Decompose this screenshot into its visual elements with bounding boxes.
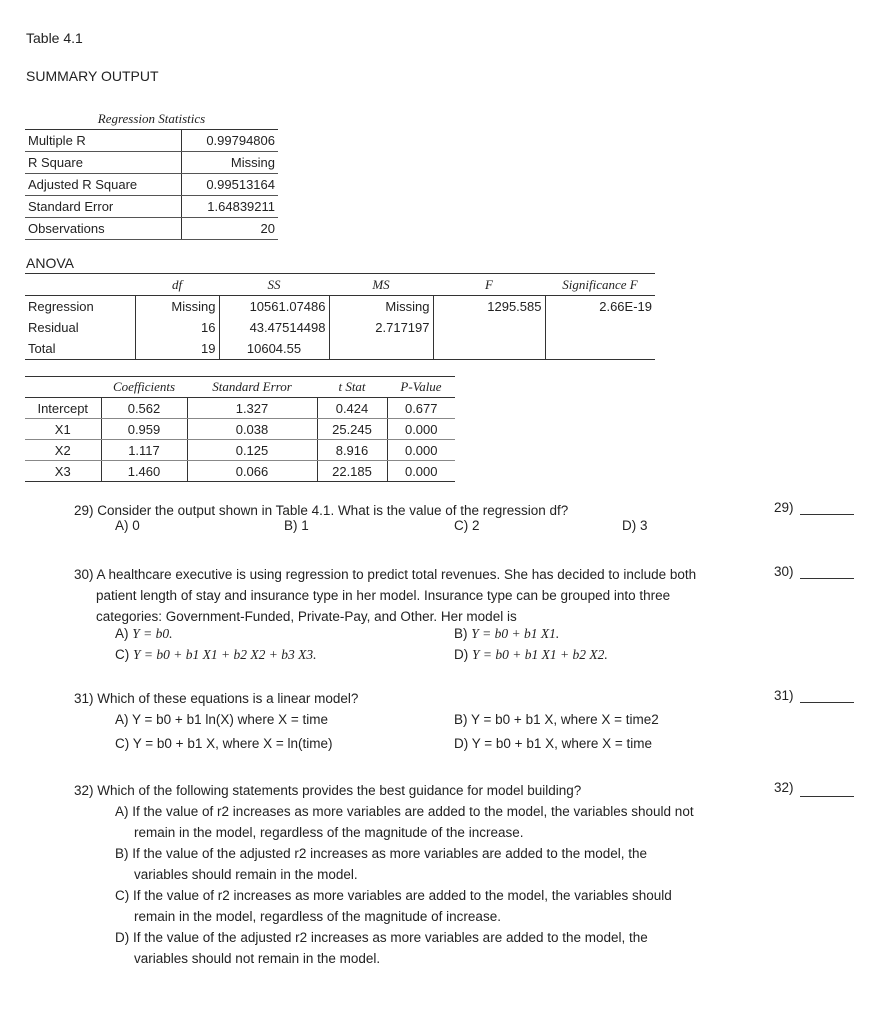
cell-sig: 2.66E-19 [599, 299, 652, 314]
choice-prefix: C) [115, 647, 130, 662]
choice-c [115, 885, 765, 927]
regression-statistics-title: Regression Statistics [25, 108, 278, 130]
choice-c [115, 647, 316, 663]
choice-c [115, 736, 333, 751]
cell-sig [545, 338, 655, 360]
col-header: F [433, 274, 545, 296]
choice-d [454, 647, 608, 663]
cell-ms [329, 338, 433, 360]
question-number: 30) [74, 567, 94, 582]
cell-p: 0.000 [387, 461, 455, 482]
table-row [25, 338, 655, 360]
row-value: 0.99794806 [182, 130, 279, 152]
table-row [25, 218, 278, 240]
choice-a [115, 712, 328, 727]
choice-line: variables should remain in the model. [134, 867, 358, 882]
col-header: Coefficients [101, 377, 187, 398]
table-row [25, 398, 455, 419]
question-text: Consider the output shown in Table 4.1. What is the value of the regression df? [97, 503, 569, 518]
question-text-line: patient length of stay and insurance type in her model. Insurance type can be grouped into three [96, 588, 671, 603]
choice-line: B) If the value of the adjusted r2 increases as more variables are added to the model, the [115, 846, 648, 861]
cell-df: Missing [135, 296, 219, 318]
row-value: 0.99513164 [182, 174, 279, 196]
choice-b [454, 712, 659, 727]
cell-ms: Missing [329, 296, 433, 318]
choice-line: remain in the model, regardless of the magnitude of the increase. [134, 825, 524, 840]
anova-header [25, 274, 655, 296]
question-32 [74, 780, 581, 801]
cell-f [433, 317, 545, 338]
choice-b [115, 843, 765, 885]
cell-se: 0.038 [187, 419, 317, 440]
row-label: Adjusted R Square [25, 174, 182, 196]
col-header [25, 274, 135, 296]
row-value: 1.64839211 [182, 196, 279, 218]
cell-ss: 10561.07486 [219, 296, 329, 318]
col-header: SS [219, 274, 329, 296]
cell-t: 22.185 [317, 461, 387, 482]
choice-equation: Y = b0 + b1 X1 + b2 X2. [472, 647, 608, 662]
row-label: Intercept [25, 398, 101, 419]
choice-line: A) If the value of r2 increases as more variables are added to the model, the variables should not [115, 804, 694, 819]
choice-equation: Y = b0 + b1 X, where X = time [471, 736, 652, 751]
question-30 [74, 564, 764, 627]
cell-coef: 1.460 [101, 461, 187, 482]
choice-equation: Y = b0. [132, 626, 173, 641]
choice-equation: Y = b0 + b1 X, where X = ln(time) [132, 736, 333, 751]
col-header: MS [329, 274, 433, 296]
choice-d: D) 3 [622, 518, 648, 533]
table-row [25, 419, 455, 440]
table-row [25, 440, 455, 461]
question-29 [74, 500, 568, 521]
row-label: Standard Error [25, 196, 182, 218]
col-header: df [135, 274, 219, 296]
cell-sig [545, 317, 655, 338]
cell-ms: 2.717197 [329, 317, 433, 338]
coefficients-table [25, 376, 455, 482]
choice-a [115, 801, 765, 843]
col-header [25, 377, 101, 398]
choice-d [115, 927, 765, 969]
margin-number: 32) [774, 780, 794, 795]
col-header: Standard Error [187, 377, 317, 398]
cell-p: 0.677 [387, 398, 455, 419]
cell-se: 1.327 [187, 398, 317, 419]
regression-statistics-header [25, 108, 278, 130]
choice-prefix: D) [454, 647, 469, 662]
choice-b [454, 626, 559, 642]
row-value: Missing [182, 152, 279, 174]
cell-se: 0.125 [187, 440, 317, 461]
row-label: X1 [25, 419, 101, 440]
choice-d [454, 736, 652, 751]
choice-prefix: B) [454, 712, 468, 727]
question-text-line: A healthcare executive is using regression to predict total revenues. She has decided to include both [96, 567, 697, 582]
choice-prefix: B) [454, 626, 468, 641]
answer-blank[interactable] [800, 702, 854, 703]
margin-number: 30) [774, 564, 794, 579]
table-row [25, 174, 278, 196]
margin-number: 29) [774, 500, 794, 515]
choice-prefix: C) [115, 736, 130, 751]
row-label: Observations [25, 218, 182, 240]
row-value: 20 [182, 218, 279, 240]
choice-equation: Y = b0 + b1 ln(X) where X = time [132, 712, 328, 727]
cell-f [433, 338, 545, 360]
cell-df: 16 [135, 317, 219, 338]
cell-ss: 10604.55 [219, 338, 329, 360]
col-header: P-Value [387, 377, 455, 398]
anova-table [25, 273, 655, 360]
choice-prefix: A) [115, 626, 129, 641]
answer-blank[interactable] [800, 578, 854, 579]
cell-se: 0.066 [187, 461, 317, 482]
question-text-line: categories: Government-Funded, Private-Pay, and Other. Her model is [96, 609, 517, 624]
table-row [25, 152, 278, 174]
question-number: 29) [74, 503, 94, 518]
question-number: 32) [74, 783, 94, 798]
table-row [25, 461, 455, 482]
coefficients-header [25, 377, 455, 398]
cell-t: 8.916 [317, 440, 387, 461]
cell-p: 0.000 [387, 419, 455, 440]
choice-equation: Y = b0 + b1 X1 + b2 X2 + b3 X3. [133, 647, 317, 662]
cell-t: 25.245 [317, 419, 387, 440]
table-row [25, 196, 278, 218]
choice-a [115, 626, 173, 642]
question-text: Which of these equations is a linear model? [97, 691, 359, 706]
choice-prefix: A) [115, 712, 129, 727]
choice-line: D) If the value of the adjusted r2 increases as more variables are added to the model, the [115, 930, 648, 945]
choice-a: A) 0 [115, 518, 140, 533]
question-number: 31) [74, 691, 94, 706]
row-label: X3 [25, 461, 101, 482]
cell-t: 0.424 [317, 398, 387, 419]
choice-line: remain in the model, regardless of the magnitude of increase. [134, 909, 501, 924]
cell-coef: 0.959 [101, 419, 187, 440]
row-label: Total [25, 338, 135, 360]
choice-prefix: D) [454, 736, 469, 751]
choice-equation: Y = b0 + b1 X, where X = time2 [471, 712, 659, 727]
row-label: Residual [25, 317, 135, 338]
cell-coef: 1.117 [101, 440, 187, 461]
choice-c: C) 2 [454, 518, 480, 533]
anova-title: ANOVA [26, 255, 74, 271]
regression-statistics-table [25, 108, 278, 240]
row-label: Regression [25, 296, 135, 318]
margin-number: 31) [774, 688, 794, 703]
table-row [25, 317, 655, 338]
table-row [25, 296, 655, 318]
cell-p: 0.000 [387, 440, 455, 461]
col-header: t Stat [317, 377, 387, 398]
row-label: R Square [25, 152, 182, 174]
question-text: Which of the following statements provides the best guidance for model building? [97, 783, 582, 798]
answer-blank[interactable] [800, 796, 854, 797]
table-row [25, 130, 278, 152]
question-31 [74, 688, 358, 709]
choice-line: variables should not remain in the model. [134, 951, 381, 966]
table-title: Table 4.1 [26, 30, 83, 46]
cell-df: 19 [135, 338, 219, 360]
row-label: Multiple R [25, 130, 182, 152]
cell-ss: 43.47514498 [219, 317, 329, 338]
choice-b: B) 1 [284, 518, 309, 533]
row-label: X2 [25, 440, 101, 461]
cell-f: 1295.585 [433, 296, 545, 318]
cell-coef: 0.562 [101, 398, 187, 419]
answer-blank[interactable] [800, 514, 854, 515]
col-header: Significance F [545, 274, 655, 296]
choice-line: C) If the value of r2 increases as more variables are added to the model, the variables should [115, 888, 672, 903]
choice-equation: Y = b0 + b1 X1. [471, 626, 560, 641]
summary-title: SUMMARY OUTPUT [26, 68, 159, 84]
